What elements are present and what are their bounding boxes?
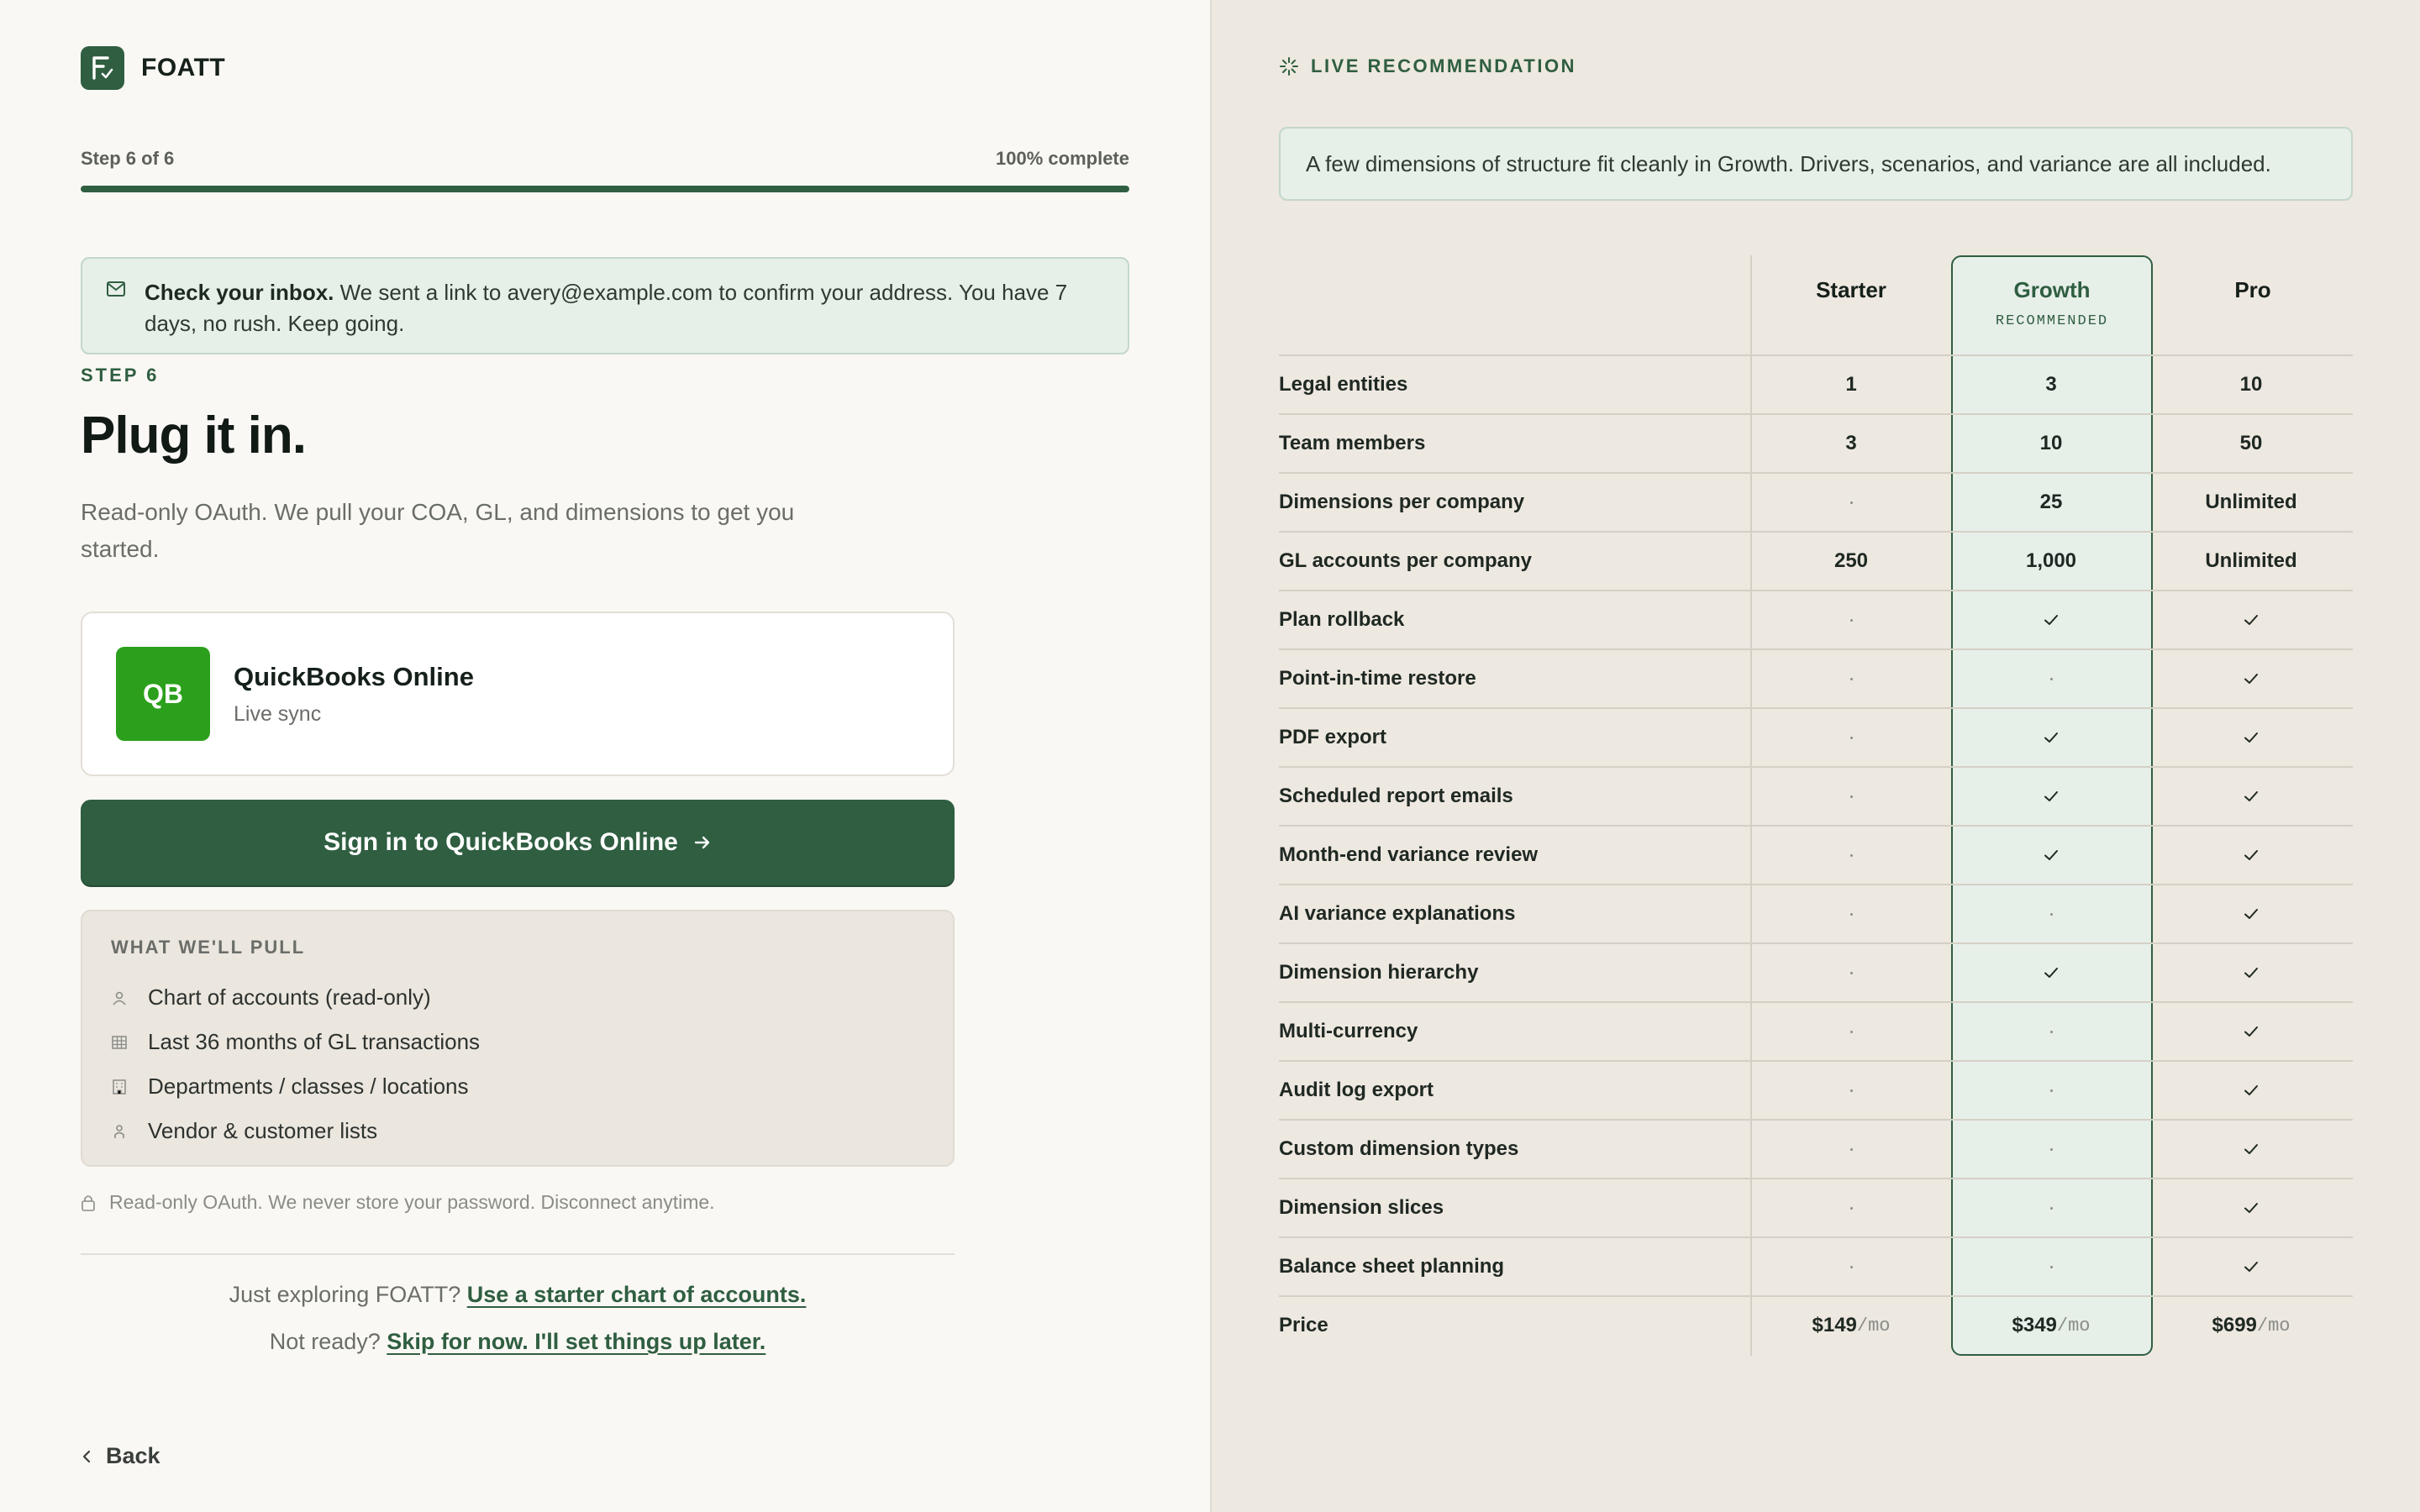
email-confirm-notice bbox=[81, 257, 1129, 354]
table-row bbox=[1279, 648, 2353, 707]
check-icon bbox=[2151, 1084, 2351, 1097]
price-period: /mo bbox=[2056, 1315, 2091, 1336]
pull-item-label: Chart of accounts (read-only) bbox=[148, 984, 431, 1010]
feature-name: AI variance explanations bbox=[1279, 902, 1516, 925]
feature-name: Scheduled report emails bbox=[1279, 785, 1513, 807]
sign-in-quickbooks-button[interactable] bbox=[81, 800, 955, 885]
brand bbox=[81, 46, 225, 90]
check-icon bbox=[2151, 672, 2351, 685]
feature-name: Balance sheet planning bbox=[1279, 1255, 1505, 1278]
feature-name: PDF export bbox=[1279, 726, 1387, 748]
feature-name: Point-in-time restore bbox=[1279, 667, 1476, 690]
chevron-left-icon bbox=[81, 1448, 92, 1465]
table-row bbox=[1279, 531, 2353, 590]
starter-coa-link[interactable]: Use a starter chart of accounts. bbox=[466, 1282, 807, 1307]
table-row bbox=[1279, 1119, 2353, 1178]
check-icon bbox=[2151, 1201, 2351, 1215]
price-amount: $699 bbox=[2212, 1314, 2257, 1336]
feature-name: Dimension slices bbox=[1279, 1196, 1444, 1219]
feature-value: 1,000 bbox=[2025, 549, 2077, 572]
sign-in-button-label: Sign in to QuickBooks Online bbox=[324, 828, 678, 856]
not-included-dot bbox=[1751, 854, 1951, 857]
table-row bbox=[1279, 707, 2353, 766]
price-period: /mo bbox=[2256, 1315, 2291, 1336]
plan-header-pro bbox=[2153, 255, 2353, 354]
not-included-dot bbox=[1751, 737, 1951, 739]
progress-labels bbox=[81, 148, 1129, 170]
progress-bar bbox=[81, 186, 1129, 192]
not-included-dot bbox=[1751, 1031, 1951, 1033]
not-included-dot bbox=[1751, 619, 1951, 622]
not-included-dot bbox=[1751, 1266, 1951, 1268]
table-row bbox=[1279, 766, 2353, 825]
notice-text: We sent a link to avery@example.com to confirm your address. You have 7 days, no rush. Keep going. bbox=[145, 280, 1068, 336]
integration-name: QuickBooks Online bbox=[234, 661, 474, 691]
check-icon bbox=[2151, 790, 2351, 803]
pull-list bbox=[111, 975, 924, 1153]
integration-status: Live sync bbox=[234, 701, 322, 726]
skip-for-now-link[interactable]: Skip for now. I'll set things up later. bbox=[387, 1329, 766, 1354]
table-row bbox=[1279, 1178, 2353, 1236]
feature-name: Plan rollback bbox=[1279, 608, 1405, 631]
not-included-dot bbox=[1751, 1207, 1951, 1210]
not-included-dot bbox=[1951, 1089, 2151, 1092]
list-item bbox=[111, 1109, 924, 1153]
plan-price bbox=[1751, 1314, 1951, 1337]
not-included-dot bbox=[1751, 913, 1951, 916]
table-row bbox=[1279, 413, 2353, 472]
recommendation-message: A few dimensions of structure fit cleanly in Growth. Drivers, scenarios, and variance are all included. bbox=[1279, 127, 2353, 201]
recommended-badge: RECOMMENDED bbox=[1995, 313, 2109, 329]
notice-title: Check your inbox. bbox=[145, 280, 334, 305]
check-icon bbox=[1951, 790, 2151, 803]
live-recommendation-label: LIVE RECOMMENDATION bbox=[1311, 55, 1576, 76]
page-subtitle: Read-only OAuth. We pull your COA, GL, and dimensions to get you started. bbox=[81, 499, 795, 562]
feature-name: Audit log export bbox=[1279, 1079, 1434, 1101]
mail-icon bbox=[106, 281, 126, 297]
feature-value: 1 bbox=[1845, 373, 1857, 396]
feature-value: Unlimited bbox=[2205, 549, 2297, 572]
plan-name: Pro bbox=[2234, 277, 2271, 302]
step-label: STEP 6 bbox=[81, 365, 160, 386]
feature-value: 3 bbox=[1845, 432, 1857, 454]
not-included-dot bbox=[1751, 1148, 1951, 1151]
check-icon bbox=[2151, 1025, 2351, 1038]
check-icon bbox=[2151, 1260, 2351, 1273]
table-row bbox=[1279, 354, 2353, 413]
person-icon bbox=[111, 1123, 128, 1140]
explore-line bbox=[81, 1282, 955, 1308]
check-icon bbox=[2151, 966, 2351, 979]
quickbooks-logo-icon: QB bbox=[116, 647, 210, 741]
not-included-dot bbox=[1751, 678, 1951, 680]
feature-value: 250 bbox=[1833, 549, 1869, 572]
check-icon bbox=[2151, 613, 2351, 627]
list-item bbox=[111, 1020, 924, 1064]
live-recommendation-header bbox=[1279, 55, 1576, 77]
feature-name: Dimension hierarchy bbox=[1279, 961, 1479, 984]
check-icon bbox=[2151, 731, 2351, 744]
feature-name: Month-end variance review bbox=[1279, 843, 1539, 866]
feature-value: 10 bbox=[2239, 373, 2263, 396]
feature-value: 25 bbox=[2039, 491, 2063, 513]
feature-value: 3 bbox=[2045, 373, 2057, 396]
list-item bbox=[111, 1064, 924, 1109]
price-row bbox=[1279, 1295, 2353, 1354]
plan-price bbox=[1951, 1314, 2151, 1337]
feature-name: Multi-currency bbox=[1279, 1020, 1418, 1042]
plan-name: Starter bbox=[1816, 277, 1886, 302]
page-title: Plug it in. bbox=[81, 407, 306, 465]
feature-value: 10 bbox=[2039, 432, 2063, 454]
security-note bbox=[81, 1191, 715, 1214]
check-icon bbox=[1951, 731, 2151, 744]
not-included-dot bbox=[1951, 913, 2151, 916]
grid-icon bbox=[111, 1034, 128, 1051]
check-icon bbox=[1951, 613, 2151, 627]
table-row bbox=[1279, 1236, 2353, 1295]
check-icon bbox=[2151, 907, 2351, 921]
price-amount: $149 bbox=[1812, 1314, 1857, 1336]
explore-prefix: Just exploring FOATT? bbox=[229, 1282, 467, 1307]
feature-value: 50 bbox=[2239, 432, 2263, 454]
feature-value: Unlimited bbox=[2205, 491, 2297, 513]
check-icon bbox=[2151, 848, 2351, 862]
not-included-dot bbox=[1951, 678, 2151, 680]
user-icon bbox=[111, 990, 128, 1006]
arrow-right-icon bbox=[693, 833, 712, 852]
check-icon bbox=[1951, 966, 2151, 979]
brand-name: FOATT bbox=[141, 54, 226, 81]
foatt-logo-icon bbox=[81, 46, 124, 90]
not-ready-line bbox=[81, 1329, 955, 1355]
feature-name: Team members bbox=[1279, 432, 1426, 454]
pull-item-label: Departments / classes / locations bbox=[148, 1074, 469, 1099]
back-label: Back bbox=[106, 1443, 160, 1468]
table-row bbox=[1279, 1001, 2353, 1060]
not-included-dot bbox=[1951, 1031, 2151, 1033]
table-row bbox=[1279, 825, 2353, 884]
back-button[interactable] bbox=[81, 1443, 160, 1469]
table-row bbox=[1279, 884, 2353, 942]
feature-name: Legal entities bbox=[1279, 373, 1408, 396]
list-item bbox=[111, 975, 924, 1020]
check-icon bbox=[2151, 1142, 2351, 1156]
progress-bar-fill bbox=[81, 186, 1129, 192]
not-included-dot bbox=[1751, 501, 1951, 504]
feature-name: Custom dimension types bbox=[1279, 1137, 1519, 1160]
price-amount: $349 bbox=[2012, 1314, 2057, 1336]
building-icon bbox=[111, 1079, 128, 1095]
plan-price bbox=[2151, 1314, 2351, 1337]
what-we-pull-box bbox=[81, 910, 955, 1167]
table-row bbox=[1279, 590, 2353, 648]
feature-name: Dimensions per company bbox=[1279, 491, 1525, 513]
not-included-dot bbox=[1951, 1207, 2151, 1210]
not-ready-prefix: Not ready? bbox=[269, 1329, 387, 1354]
lock-icon bbox=[81, 1194, 96, 1212]
not-included-dot bbox=[1951, 1266, 2151, 1268]
progress-step-text: Step 6 of 6 bbox=[81, 148, 175, 169]
plan-comparison-table bbox=[1279, 255, 2353, 1356]
price-label: Price bbox=[1279, 1314, 1328, 1336]
plan-header-starter bbox=[1751, 255, 1951, 354]
table-row bbox=[1279, 1060, 2353, 1119]
security-note-text: Read-only OAuth. We never store your password. Disconnect anytime. bbox=[109, 1191, 715, 1213]
not-included-dot bbox=[1951, 1148, 2151, 1151]
not-included-dot bbox=[1751, 972, 1951, 974]
not-included-dot bbox=[1751, 795, 1951, 798]
price-period: /mo bbox=[1856, 1315, 1891, 1336]
pull-item-label: Last 36 months of GL transactions bbox=[148, 1029, 481, 1054]
plan-header-growth bbox=[1952, 255, 2152, 354]
table-row bbox=[1279, 472, 2353, 531]
table-row bbox=[1279, 942, 2353, 1001]
divider bbox=[81, 1253, 955, 1255]
check-icon bbox=[1951, 848, 2151, 862]
not-included-dot bbox=[1751, 1089, 1951, 1092]
integration-card bbox=[81, 612, 955, 776]
plan-name: Growth bbox=[2013, 277, 2091, 302]
pull-title: WHAT WE'LL PULL bbox=[111, 937, 306, 958]
sparkle-icon bbox=[1279, 56, 1299, 76]
pull-item-label: Vendor & customer lists bbox=[148, 1118, 378, 1143]
feature-name: GL accounts per company bbox=[1279, 549, 1532, 572]
progress-percent-text: 100% complete bbox=[996, 148, 1129, 169]
